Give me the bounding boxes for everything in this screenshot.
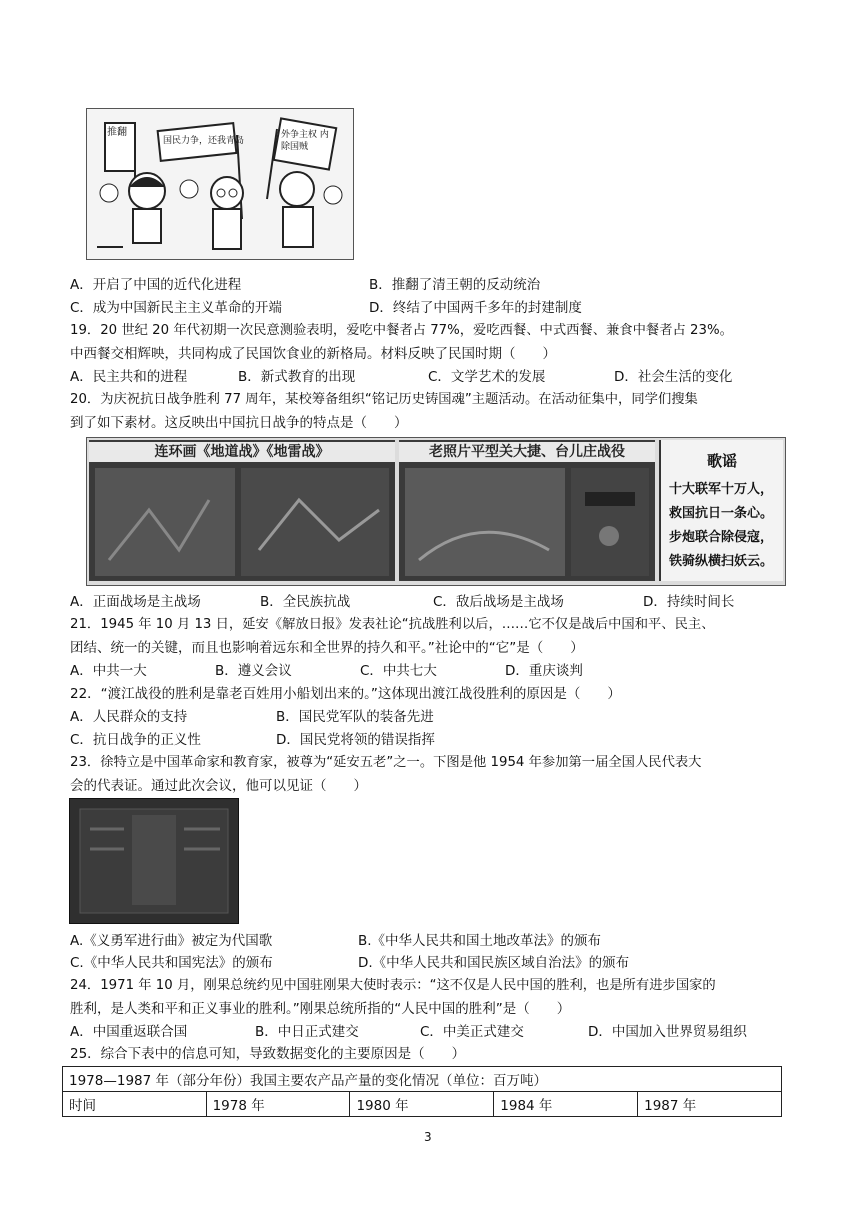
- table-caption-row: [63, 1067, 782, 1092]
- cartoon-banner-2: 国民力争，还我青岛: [163, 136, 245, 146]
- table-caption: 1978—1987 年（部分年份）我国主要农产品产量的变化情况（单位：百万吨）: [63, 1067, 782, 1092]
- q24-option-a[interactable]: A．中国重返联合国: [70, 1024, 188, 1040]
- q21-option-a[interactable]: A．中共一大: [70, 663, 147, 679]
- table-header-cell: 1984 年: [494, 1092, 638, 1117]
- q21-stem-line-1: 21．1945 年 10 月 13 日，延安《解放日报》发表社论“抗战胜利以后，……它不仅是战后中国和平、民主、: [70, 617, 715, 632]
- photo-panel: [399, 440, 655, 581]
- q23-option-b[interactable]: B.《中华人民共和国土地改革法》的颁布: [358, 933, 602, 949]
- q20-stem-line-1: 20．为庆祝抗日战争胜利 77 周年，某校筹备组织“铭记历史铸国魂”主题活动。在活动征集中，同学们搜集: [70, 392, 698, 407]
- song-line-1: 十大联军十万人，: [669, 482, 774, 497]
- q19-stem-line-2: 中西餐交相辉映，共同构成了民国饮食业的新格局。材料反映了民国时期（ ）: [70, 346, 556, 362]
- q18-option-d[interactable]: D．终结了中国两千多年的封建制度: [369, 300, 582, 316]
- photo-panel-title: 老照片平型关大捷、台儿庄战役: [399, 442, 655, 462]
- q23-option-d[interactable]: D.《中华人民共和国民族区域自治法》的颁布: [358, 955, 630, 971]
- q19-option-c[interactable]: C．文学艺术的发展: [428, 369, 546, 385]
- page-number: 3: [424, 1130, 432, 1144]
- q19-stem-line-1: 19．20 世纪 20 年代初期一次民意测验表明，爱吃中餐者占 77%，爱吃西餐、中式西餐、兼食中餐者占 23%。: [70, 323, 733, 338]
- q18-cartoon-image: [86, 108, 354, 260]
- q23-option-a[interactable]: A.《义勇军进行曲》被定为代国歌: [70, 933, 273, 949]
- song-line-4: 铁骑纵横扫妖云。: [669, 554, 774, 569]
- q22-option-b[interactable]: B．国民党军队的装备先进: [276, 709, 434, 725]
- comic-panel-title: 连环画《地道战》《地雷战》: [89, 442, 395, 462]
- q23-option-c[interactable]: C.《中华人民共和国宪法》的颁布: [70, 955, 273, 971]
- q18-option-b[interactable]: B．推翻了清王朝的反动统治: [369, 277, 541, 293]
- song-line-3: 步炮联合除侵寇，: [669, 530, 774, 545]
- q19-option-b[interactable]: B．新式教育的出现: [238, 369, 356, 385]
- q20-option-d[interactable]: D．持续时间长: [643, 594, 735, 610]
- q23-stem-line-2: 会的代表证。通过此次会议，他可以见证（ ）: [70, 778, 367, 794]
- q24-stem-line-2: 胜利，是人类和平和正义事业的胜利。”刚果总统所指的“人民中国的胜利”是（ ）: [70, 1001, 571, 1017]
- q20-option-c[interactable]: C．敌后战场是主战场: [433, 594, 564, 610]
- q21-option-d[interactable]: D．重庆谈判: [505, 663, 583, 679]
- table-header-row: [63, 1092, 782, 1117]
- song-title: 歌谣: [706, 452, 737, 470]
- q18-option-a[interactable]: A．开启了中国的近代化进程: [70, 277, 242, 293]
- table-header-cell: 1987 年: [638, 1092, 782, 1117]
- q22-stem-line-1: 22．“渡江战役的胜利是靠老百姓用小船划出来的。”这体现出渡江战役胜利的原因是（ ）: [70, 686, 621, 702]
- q24-option-d[interactable]: D．中国加入世界贸易组织: [588, 1024, 747, 1040]
- comic-panel: [89, 440, 395, 581]
- q24-option-c[interactable]: C．中美正式建交: [420, 1024, 524, 1040]
- song-line-2: 救国抗日一条心。: [669, 506, 774, 521]
- delegate-card-art: [70, 799, 238, 923]
- q24-option-b[interactable]: B．中日正式建交: [255, 1024, 359, 1040]
- q21-stem-line-2: 团结、统一的关键，而且也影响着远东和全世界的持久和平。”社论中的“它”是（ ）: [70, 640, 584, 656]
- q23-stem-line-1: 23．徐特立是中国革命家和教育家，被尊为“延安五老”之一。下图是他 1954 年参加第一届全国人民代表大: [70, 755, 702, 770]
- cartoon-banner-1: 推翻: [107, 127, 127, 138]
- q19-option-d[interactable]: D．社会生活的变化: [614, 369, 733, 385]
- q20-stem-line-2: 到了如下素材。这反映出中国抗日战争的特点是（ ）: [70, 415, 408, 431]
- q20-option-a[interactable]: A．正面战场是主战场: [70, 594, 201, 610]
- table-header-cell: 1978 年: [206, 1092, 350, 1117]
- song-panel: [659, 440, 783, 581]
- q20-option-b[interactable]: B．全民族抗战: [260, 594, 351, 610]
- q20-materials-image: [86, 437, 786, 586]
- q19-option-a[interactable]: A．民主共和的进程: [70, 369, 188, 385]
- q25-stem-line-1: 25．综合下表中的信息可知，导致数据变化的主要原因是（ ）: [70, 1046, 466, 1062]
- q21-option-b[interactable]: B．遵义会议: [215, 663, 292, 679]
- q25-data-table: [62, 1066, 782, 1117]
- q23-delegate-card-image: [69, 798, 239, 924]
- q21-option-c[interactable]: C．中共七大: [360, 663, 437, 679]
- table-header-cell: 时间: [63, 1092, 207, 1117]
- q24-stem-line-1: 24．1971 年 10 月，刚果总统约见中国驻刚果大使时表示：“这不仅是人民中国的胜利，也是所有进步国家的: [70, 978, 716, 993]
- q22-option-d[interactable]: D．国民党将领的错误指挥: [276, 732, 435, 748]
- q22-option-c[interactable]: C．抗日战争的正义性: [70, 732, 201, 748]
- q22-option-a[interactable]: A．人民群众的支持: [70, 709, 188, 725]
- table-header-cell: 1980 年: [350, 1092, 494, 1117]
- q18-option-c[interactable]: C．成为中国新民主主义革命的开端: [70, 300, 282, 316]
- cartoon-banner-3: 外争主权 内除国贼: [281, 130, 329, 152]
